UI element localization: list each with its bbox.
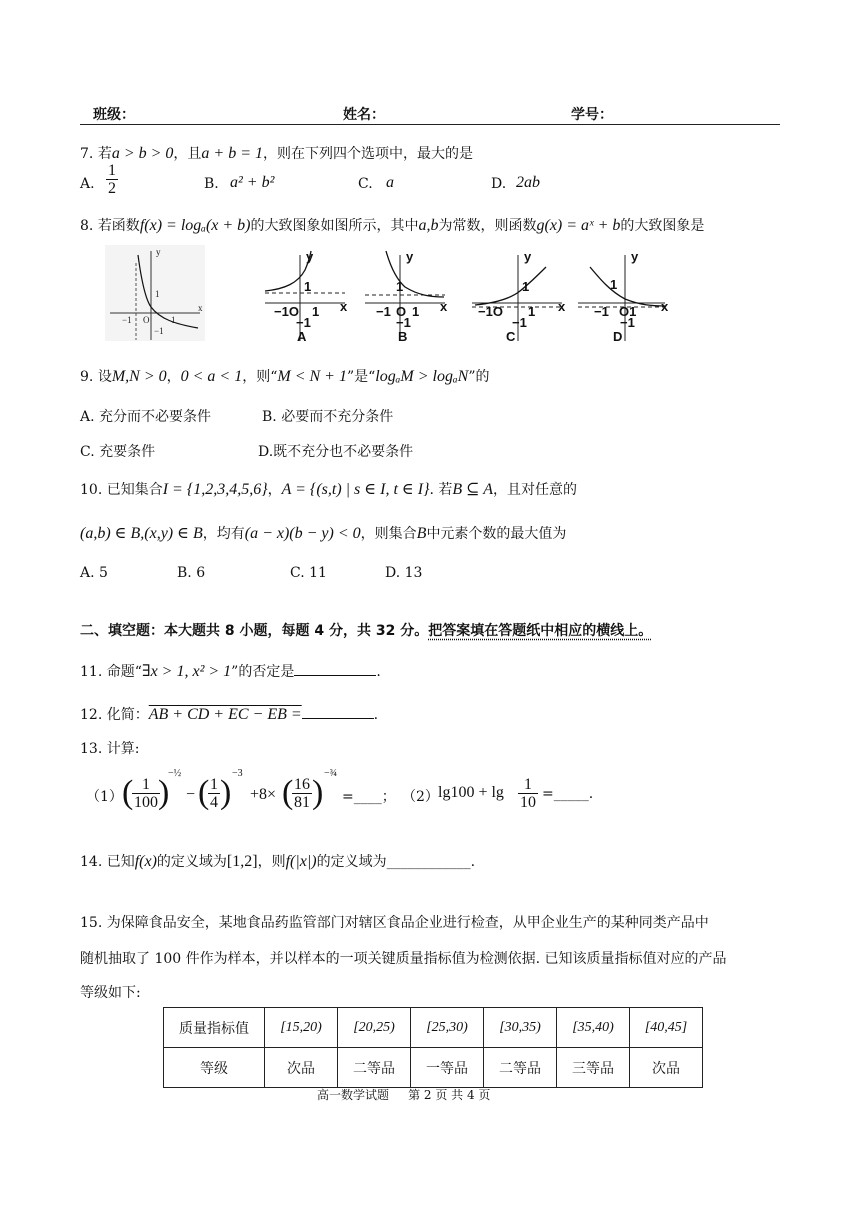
table-cell: [30,35) [484, 1008, 557, 1048]
q10-opt-a: A. 5 [80, 565, 108, 581]
q9-cond2: 0 < a < 1 [180, 368, 243, 385]
q8-label-d: D [613, 329, 623, 344]
q8-graph-a [265, 249, 348, 341]
svg-text:−1O: −1O [274, 304, 299, 319]
q15-number: 15. [80, 915, 103, 931]
svg-text:−1: −1 [122, 315, 132, 325]
q13-paren: ( [282, 774, 294, 811]
q8-graph-b [365, 249, 448, 341]
q14-fabs: f(|x|) [285, 853, 317, 870]
q7-text: ，则在下列四个选项中，最大的是 [263, 146, 473, 162]
q13-p1-answer: =____； [342, 789, 396, 805]
svg-text:−1: −1 [296, 315, 311, 330]
q8-given-graph [105, 245, 205, 341]
q9-opt-d: D.既不充分也不必要条件 [258, 444, 414, 460]
q7-opt-d-label: D. [491, 176, 507, 192]
svg-text:−1: −1 [376, 304, 391, 319]
q11-text: ”的否定是 [231, 664, 295, 680]
table-cell: [25,30) [411, 1008, 484, 1048]
svg-text:−1O: −1O [478, 304, 503, 319]
q9-text: ，则“ [242, 369, 278, 385]
q13-f3-den: 81 [294, 794, 310, 811]
q8-label-c: C [506, 329, 516, 344]
q11-answer-blank[interactable] [294, 661, 376, 676]
table-cell: [15,20) [265, 1008, 338, 1048]
q11-text: 命题“ [106, 664, 142, 680]
q13-f3-num: 16 [294, 776, 310, 793]
svg-text:1: 1 [528, 304, 536, 319]
q13-f2-exp: −3 [232, 768, 243, 779]
q10-opt-b: B. 6 [177, 565, 206, 581]
name-label: 姓名： [343, 107, 385, 123]
q15-line2: 随机抽取了 100 件作为样本，并以样本的一项关键质量指标值为检测依据. 已知该质量指标值对应的产品 [80, 951, 727, 967]
table-cell: 次品 [265, 1048, 338, 1088]
svg-text:x: x [198, 303, 203, 313]
svg-text:x: x [440, 299, 448, 314]
q13-paren: ) [312, 774, 324, 811]
section2-title-dotted: 把答案填在答题纸中相应的横线上。 [428, 623, 653, 639]
table-cell: 一等品 [411, 1048, 484, 1088]
q10-opt-c: C. 11 [290, 565, 327, 581]
table-cell: 二等品 [338, 1048, 411, 1088]
footer-page: 第 2 页 共 4 页 [408, 1088, 491, 1102]
header-rule [80, 124, 780, 125]
q10-b-var: B [416, 525, 427, 542]
q7-opt-a-den: 2 [108, 180, 116, 197]
svg-text:1: 1 [304, 279, 312, 294]
q7-text: 若 [97, 146, 112, 162]
q10-text: 已知集合 [106, 482, 163, 498]
q14-number: 14. [80, 854, 103, 870]
svg-text:y: y [406, 249, 414, 264]
q15-line1 [80, 912, 709, 932]
q13-op2: +8× [250, 786, 277, 803]
q10-inequality: (a − x)(b − y) < 0 [244, 525, 361, 542]
q9-q: logₐM > logₐN [375, 368, 469, 385]
section2-title [80, 620, 652, 640]
q10-subset: B ⊆ A [452, 481, 494, 498]
q13-p2-num: 1 [518, 776, 538, 794]
q14-fx: f(x) [134, 853, 157, 870]
q13-stem [80, 738, 139, 758]
q9-opt-c: C. 充要条件 [80, 444, 156, 460]
q12-answer-blank[interactable] [302, 704, 374, 719]
q8-label-b: B [398, 329, 408, 344]
q7-cond1: a > b > 0 [111, 145, 174, 162]
q7-text: ，且 [173, 146, 202, 162]
table-cell: 等级 [164, 1048, 265, 1088]
q13-p1-label: （1） [86, 789, 123, 805]
q8-graph-c [472, 249, 566, 341]
q11-stem [80, 661, 381, 681]
q13-op1: − [186, 786, 196, 803]
table-cell: [20,25) [338, 1008, 411, 1048]
svg-text:x: x [558, 299, 566, 314]
q13-f1-den: 100 [134, 794, 158, 811]
q11-expr: ∃x > 1, x² > 1 [141, 663, 232, 680]
q12-end: . [373, 707, 379, 723]
q14-text: 已知 [106, 854, 135, 870]
q13-f2-den: 4 [210, 794, 218, 811]
svg-text:y: y [306, 249, 314, 264]
svg-text:O: O [143, 315, 150, 325]
q10-set-i: I = {1,2,3,4,5,6} [162, 481, 268, 498]
svg-text:−1: −1 [512, 315, 527, 330]
student-id-label: 学号： [571, 107, 613, 123]
table-cell: 次品 [630, 1048, 703, 1088]
q10-opt-d: D. 13 [385, 565, 423, 581]
q14-stem [80, 851, 475, 871]
q8-text: 的大致图象是 [620, 218, 705, 234]
q7-opt-d-expr: 2ab [516, 174, 540, 191]
q9-stem [80, 366, 490, 386]
q13-p2-frac [518, 776, 538, 811]
q9-number: 9. [80, 369, 94, 385]
svg-text:1: 1 [412, 304, 420, 319]
q13-f3 [292, 776, 312, 811]
q13-paren: ) [158, 774, 170, 811]
q13-text: 计算: [106, 741, 140, 757]
q8-stem [80, 215, 704, 235]
q13-f2 [208, 776, 220, 811]
q7-opt-b-expr: a² + b² [230, 174, 275, 191]
q11-end: . [376, 664, 381, 680]
svg-text:O: O [396, 304, 407, 319]
q8-func-g: g(x) = aˣ + b [536, 217, 621, 234]
q15-line3: 等级如下: [80, 985, 141, 1001]
q10-text: . 若 [429, 482, 453, 498]
quality-table [163, 1007, 703, 1088]
svg-text:−1: −1 [620, 315, 635, 330]
q15-text: 为保障食品安全，某地食品药监管部门对辖区食品企业进行检查，从甲企业生产的某种同类产品中 [106, 915, 709, 931]
svg-text:−1: −1 [396, 315, 411, 330]
q9-text: ”的 [468, 369, 490, 385]
q10-text: ， [267, 482, 282, 498]
q7-opt-a-num: 1 [108, 162, 116, 179]
table-cell: [35,40) [557, 1008, 630, 1048]
q9-opt-b: B. 必要而不充分条件 [262, 409, 394, 425]
table-cell: 三等品 [557, 1048, 630, 1088]
q13-f2-num: 1 [210, 776, 218, 793]
svg-text:1: 1 [312, 304, 320, 319]
q8-text: 的大致图象如图所示，其中 [250, 218, 419, 234]
q13-p2-label: （2） [402, 789, 439, 805]
q7-opt-a-label: A. [80, 176, 95, 192]
svg-text:1: 1 [522, 279, 530, 294]
q7-opt-c-label: C. [358, 176, 373, 192]
q11-number: 11. [80, 664, 103, 680]
table-cell: [40,45] [630, 1008, 703, 1048]
q8-consts: a,b [418, 217, 439, 234]
svg-text:O1: O1 [619, 304, 637, 319]
q8-text: 若函数 [97, 218, 140, 234]
svg-text:1: 1 [396, 279, 404, 294]
footer [317, 1086, 490, 1103]
q9-cond1: M,N > 0 [111, 368, 167, 385]
q10-stem-line2 [80, 523, 566, 543]
q8-number: 8. [80, 218, 94, 234]
svg-text:x: x [661, 299, 669, 314]
q8-func-f: f(x) = logₐ(x + b) [139, 217, 251, 234]
q13-paren: ) [220, 774, 232, 811]
svg-text:y: y [631, 249, 639, 264]
table-cell: 质量指标值 [164, 1008, 265, 1048]
svg-text:−1: −1 [594, 304, 609, 319]
q13-f1-num: 1 [132, 776, 160, 794]
q13-number: 13. [80, 741, 103, 757]
q13-p2-answer: =_____. [542, 786, 594, 802]
svg-text:y: y [524, 249, 532, 264]
q12-text: 化简： [106, 707, 149, 723]
svg-text:1: 1 [155, 289, 160, 299]
q9-text: ”是“ [346, 369, 376, 385]
q10-text: ，均有 [202, 526, 245, 542]
svg-text:1: 1 [610, 277, 618, 292]
q13-f1 [132, 776, 160, 811]
q12-vector-expr: AB + CD + EC − EB = [148, 706, 302, 723]
section2-title-plain: 二、填空题：本大题共 8 小题，每题 4 分，共 32 分。 [80, 623, 429, 639]
q8-graph-d [578, 249, 669, 341]
footer-title: 高一数学试题 [317, 1088, 390, 1102]
svg-text:1: 1 [171, 315, 176, 325]
q13-f3-exp: −¾ [324, 768, 338, 779]
q8-text: 为常数，则函数 [438, 218, 537, 234]
q7-stem [80, 143, 473, 163]
q13-paren: ( [122, 774, 134, 811]
q13-p2-den: 10 [520, 794, 536, 811]
q9-text: 设 [97, 369, 112, 385]
q12-number: 12. [80, 707, 103, 723]
q14-text: 的定义域为 [156, 854, 227, 870]
q10-text: ，且对任意的 [493, 482, 578, 498]
q10-number: 10. [80, 482, 103, 498]
q10-expr: (a,b) ∈ B,(x,y) ∈ B [80, 525, 203, 542]
q13-p2-expr: lg100 + lg [438, 784, 504, 801]
q9-opt-a: A. 充分而不必要条件 [80, 409, 212, 425]
svg-text:−1: −1 [154, 326, 164, 336]
table-row [164, 1008, 703, 1048]
q7-cond2: a + b = 1 [201, 145, 263, 162]
q10-set-a: A = {(s,t) | s ∈ I, t ∈ I} [281, 481, 430, 498]
table-cell: 二等品 [484, 1048, 557, 1088]
q7-opt-a-fraction [106, 162, 118, 197]
svg-text:y: y [156, 247, 161, 257]
q9-p: M < N + 1 [277, 368, 347, 385]
class-label: 班级： [93, 107, 135, 123]
q14-text: 的定义域为____________. [316, 854, 476, 870]
q9-text: ， [166, 369, 181, 385]
q7-opt-c-expr: a [386, 174, 394, 191]
q7-number: 7. [80, 146, 94, 162]
q12-stem [80, 704, 378, 724]
q13-paren: ( [198, 774, 210, 811]
q14-domain: [1,2] [226, 853, 258, 870]
q7-opt-b-label: B. [204, 176, 219, 192]
q13-f1-exp: −½ [168, 768, 182, 779]
table-row [164, 1048, 703, 1088]
q8-label-a: A [297, 329, 307, 344]
q10-text: 中元素个数的最大值为 [426, 526, 567, 542]
svg-text:x: x [340, 299, 348, 314]
q10-text: ，则集合 [360, 526, 417, 542]
q10-stem-line1 [80, 479, 577, 499]
q14-text: ，则 [257, 854, 286, 870]
q8-graphs [100, 245, 680, 345]
